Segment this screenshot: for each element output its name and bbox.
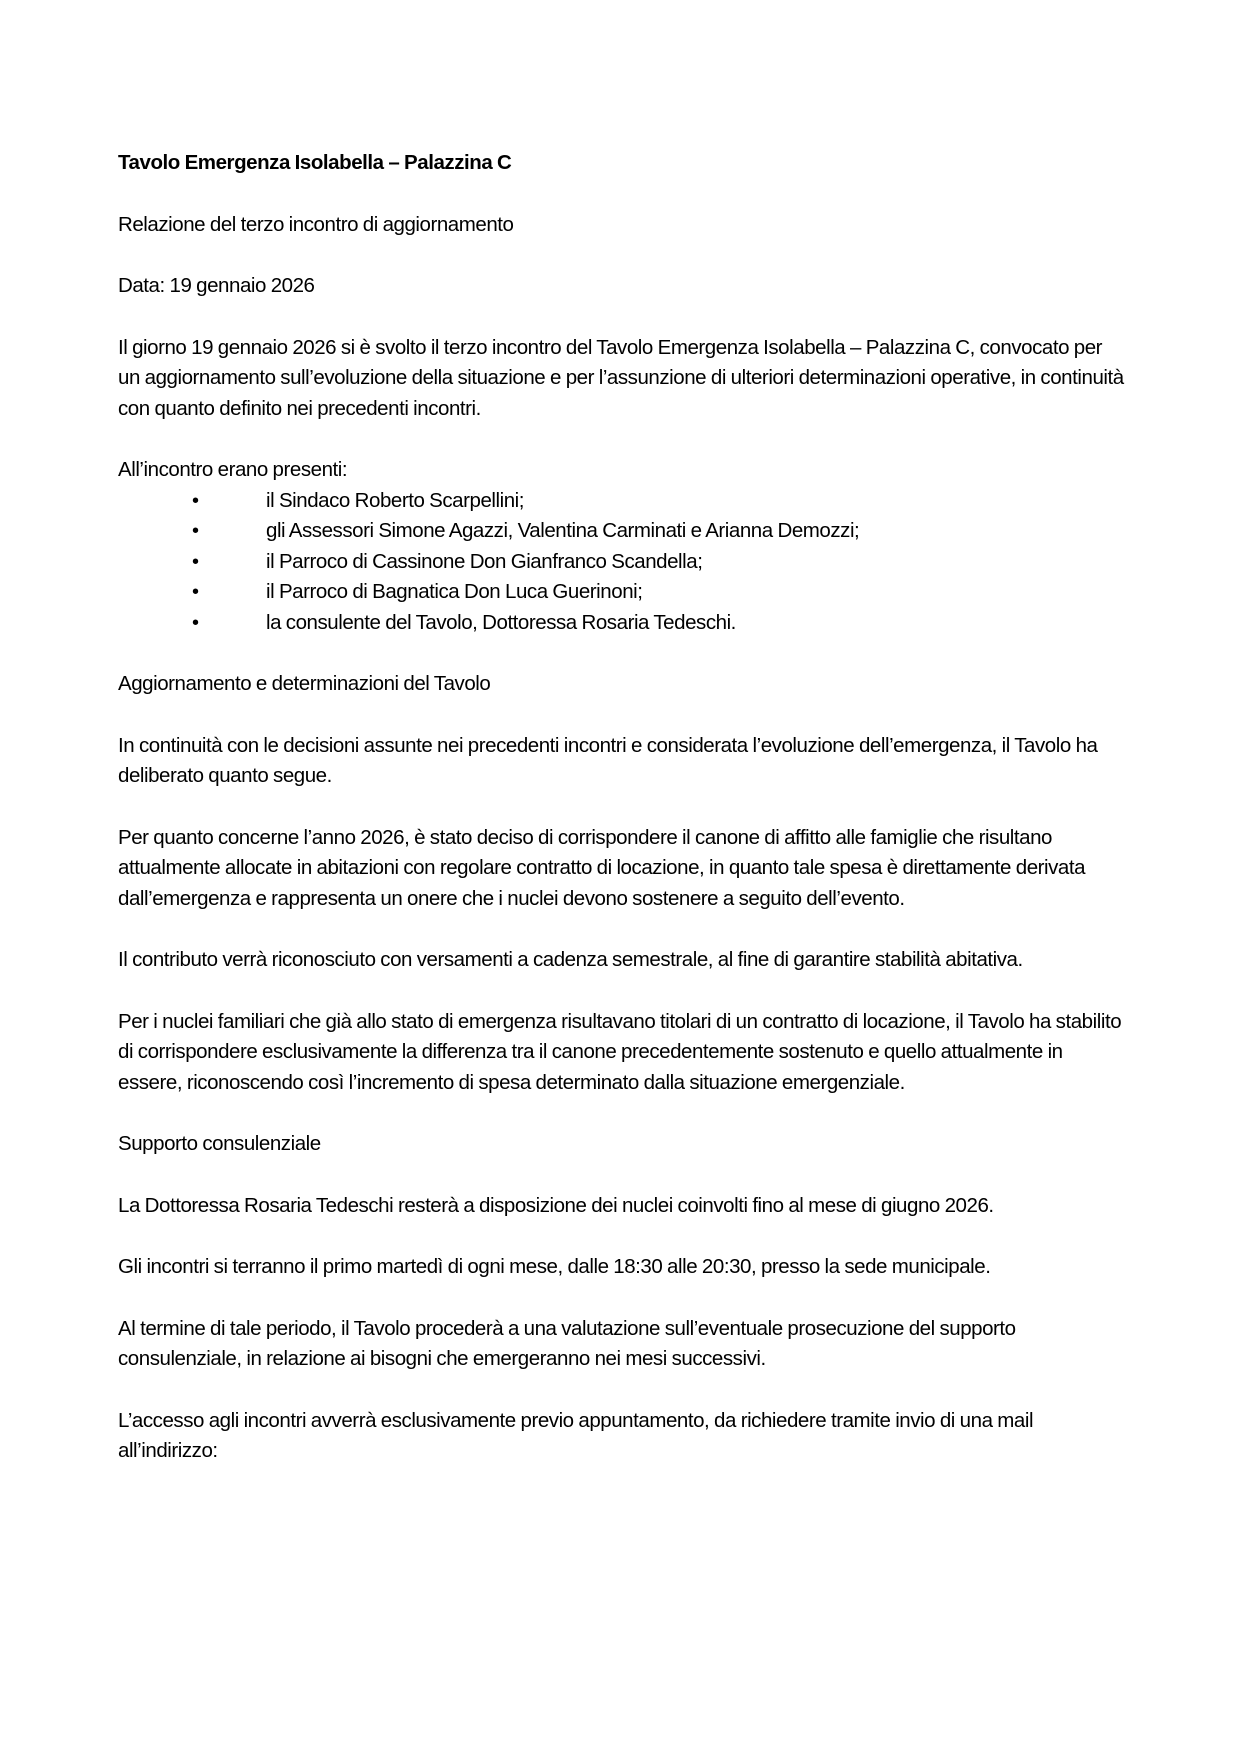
attendees-heading: All’incontro erano presenti: — [118, 458, 348, 481]
attendee-item — [118, 577, 1128, 608]
attendee-text: il Parroco di Bagnatica Don Luca Guerinoni; — [266, 580, 643, 603]
body-paragraph: Per i nuclei familiari che già allo stato di emergenza risultavano titolari di un contratto di locazione, il Tavolo ha stabilito di corrispondere esclusivamente la differenza tra il canone precedentemente sostenuto e quello attualmente in essere, riconoscendo così l’incremento di spesa determinato dalla situazione emergenziale. — [118, 1009, 1122, 1094]
document-date: Data: 19 gennaio 2026 — [118, 274, 315, 297]
bullet-icon: • — [192, 611, 199, 634]
bullet-icon: • — [192, 550, 199, 573]
attendee-item — [118, 547, 1128, 578]
body-paragraph: Il contributo verrà riconosciuto con versamenti a cadenza semestrale, al fine di garantire stabilità abitativa. — [118, 948, 1023, 971]
attendee-text: il Sindaco Roberto Scarpellini; — [266, 488, 525, 512]
attendees-list — [118, 486, 1128, 639]
attendee-text: gli Assessori Simone Agazzi, Valentina Carminati e Arianna Demozzi; — [266, 519, 860, 542]
attendee-text: il Parroco di Cassinone Don Gianfranco Scandella; — [266, 549, 703, 573]
document-page — [118, 148, 1128, 1498]
body-paragraph: La Dottoressa Rosaria Tedeschi resterà a disposizione dei nuclei coinvolti fino al mese di giugno 2026. — [118, 1193, 994, 1217]
body-paragraph: Al termine di tale periodo, il Tavolo procederà a una valutazione sull’eventuale prosecuzione del supporto consulenziale, in relazione ai bisogni che emergeranno nei mesi successivi. — [118, 1316, 1016, 1370]
bullet-icon: • — [192, 520, 199, 542]
bullet-icon: • — [192, 581, 199, 603]
bullet-icon: • — [192, 489, 199, 512]
body-paragraph: Per quanto concerne l’anno 2026, è stato deciso di corrispondere il canone di affitto alle famiglie che risultano attualmente allocate in abitazioni con regolare contratto di locazione, in quanto tale spesa è direttamente derivata dall’emergenza e rappresenta un onere che i nuclei devono sostenere a seguito dell’evento. — [118, 825, 1086, 910]
document-title: Tavolo Emergenza Isolabella – Palazzina C — [118, 151, 512, 174]
body-paragraph: Gli incontri si terranno il primo martedì di ogni mese, dalle 18:30 alle 20:30, presso la sede municipale. — [118, 1255, 991, 1278]
attendee-item — [118, 608, 1128, 639]
attendee-text: la consulente del Tavolo, Dottoressa Rosaria Tedeschi. — [266, 610, 736, 634]
intro-paragraph: Il giorno 19 gennaio 2026 si è svolto il terzo incontro del Tavolo Emergenza Isolabella – Palazzina C, convocato per un aggiornamento sull’evoluzione della situazione e per l’assunzione di ulteriori determinazioni operative, in continuità con quanto definito nei precedenti incontri. — [118, 335, 1124, 420]
document-subtitle: Relazione del terzo incontro di aggiornamento — [118, 212, 514, 236]
section-heading-supporto: Supporto consulenziale — [118, 1132, 321, 1155]
body-paragraph: In continuità con le decisioni assunte nei precedenti incontri e considerata l’evoluzione dell’emergenza, il Tavolo ha deliberato quanto segue. — [118, 733, 1098, 787]
attendee-item — [118, 486, 1128, 517]
body-paragraph: L’accesso agli incontri avverrà esclusivamente previo appuntamento, da richiedere tramite invio di una mail all’indirizzo: — [118, 1408, 1034, 1462]
attendee-item — [118, 516, 1128, 547]
section-heading-determinazioni: Aggiornamento e determinazioni del Tavolo — [118, 672, 491, 695]
